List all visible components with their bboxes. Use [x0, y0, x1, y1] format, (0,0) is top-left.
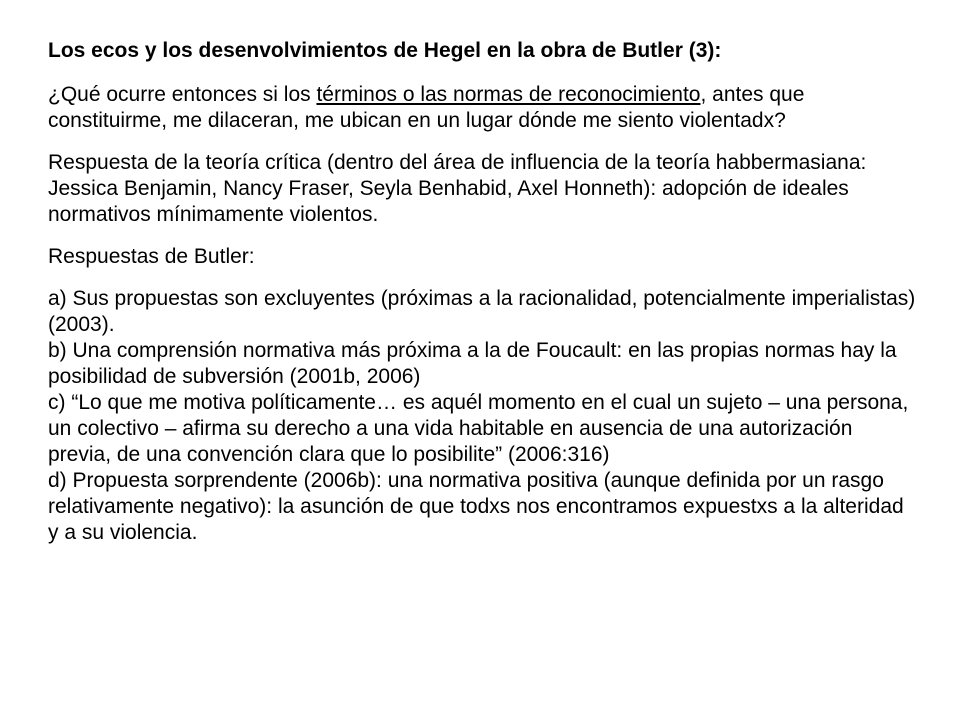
butler-heading: Respuestas de Butler: [48, 245, 255, 268]
butler-response-d: d) Propuesta sorprendente (2006b): una normativa positiva (aunque definida por un rasgo relativamente negativo): la asunción de que todxs nos encontramos expuestxs a la alteridad y a su violencia. [48, 469, 904, 544]
question-paragraph [48, 82, 916, 134]
butler-responses-list [48, 286, 916, 546]
butler-response-a: a) Sus propuestas son excluyentes (próximas a la racionalidad, potencialmente imperialistas) (2003). [48, 287, 916, 336]
critical-theory-paragraph: Respuesta de la teoría crítica (dentro del área de influencia de la teoría habbermasiana: Jessica Benjamin, Nancy Fraser, Seyla Benhabid, Axel Honneth): adopción de ideales normativos mínimamente violentos. [48, 151, 867, 226]
slide-content [48, 38, 916, 546]
butler-response-b: b) Una comprensión normativa más próxima a la de Foucault: en las propias normas hay la posibilidad de subversión (2001b, 2006) [48, 339, 897, 388]
slide-title: Los ecos y los desenvolvimientos de Hegel en la obra de Butler (3): [48, 39, 722, 62]
butler-response-c: c) “Lo que me motiva políticamente… es aquél momento en el cual un sujeto – una persona, un colectivo – afirma su derecho a una vida habitable en ausencia de una autorización previa, de una convención clara que lo posibilite” (2006:316) [48, 391, 909, 466]
underlined-phrase: términos o las normas de reconocimiento [316, 83, 701, 106]
question-text-start: ¿Qué ocurre entonces si los [48, 83, 317, 106]
question-text-end: , antes que constituirme, me dilaceran, me ubican en un lugar dónde me siento violentadx? [48, 83, 805, 132]
